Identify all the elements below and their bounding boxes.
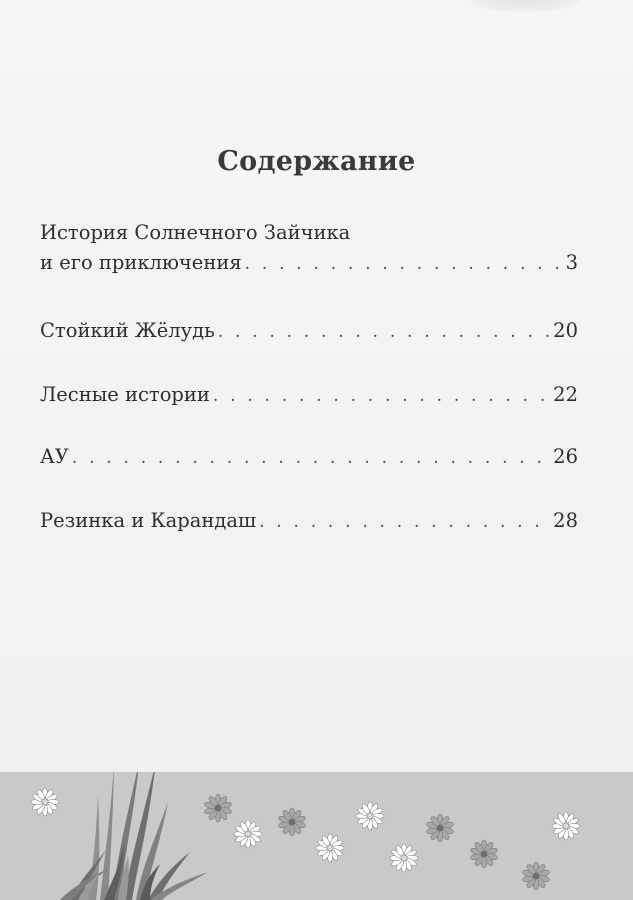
dot-leader (259, 507, 550, 537)
toc-entry-row (40, 506, 578, 537)
daisy-icon (356, 802, 384, 830)
toc-entry-2[interactable] (40, 316, 578, 347)
toc-entry-label: Стойкий Жёлудь (40, 319, 215, 342)
daisy-icon (234, 820, 262, 848)
toc-entry-row (40, 248, 578, 279)
toc-page-number: 22 (553, 383, 578, 406)
dot-leader (218, 317, 550, 347)
dot-leader (213, 381, 550, 411)
dark-flower-icon (522, 862, 550, 890)
dark-flower-icon (278, 808, 306, 836)
toc-entry-row (40, 316, 578, 347)
toc-entry-row (40, 380, 578, 411)
toc-entry-5[interactable] (40, 506, 578, 537)
page-smudge (470, 0, 580, 12)
toc-page-number: 26 (553, 445, 578, 468)
toc-entry-label: Лесные истории (40, 383, 210, 406)
toc-entry-4[interactable] (40, 442, 578, 473)
toc-page-number: 28 (553, 509, 578, 532)
dot-leader (245, 249, 563, 279)
toc-entry-label: АУ (40, 445, 69, 468)
toc-entry-label: Резинка и Карандаш (40, 509, 257, 532)
daisy-icon (316, 834, 344, 862)
toc-page-number: 20 (553, 319, 578, 342)
toc-entry-row (40, 442, 578, 473)
dark-flower-icon (470, 840, 498, 868)
dark-flower-icon (426, 814, 454, 842)
dark-flower-icon (204, 794, 232, 822)
page-title: Содержание (217, 146, 416, 177)
toc-entry-1[interactable] (40, 218, 578, 279)
toc-page-number: 3 (565, 251, 578, 274)
dot-leader (72, 443, 550, 473)
toc-entry-title-line: История Солнечного Зайчика (40, 221, 351, 244)
daisy-icon (552, 812, 580, 840)
toc-entry-label: и его приключения (40, 251, 242, 274)
daisy-icon (31, 788, 59, 816)
toc-entry-3[interactable] (40, 380, 578, 411)
meadow-illustration (0, 772, 633, 900)
daisy-icon (390, 844, 418, 872)
grass-icon (60, 772, 208, 900)
footer-decoration-band (0, 772, 633, 900)
